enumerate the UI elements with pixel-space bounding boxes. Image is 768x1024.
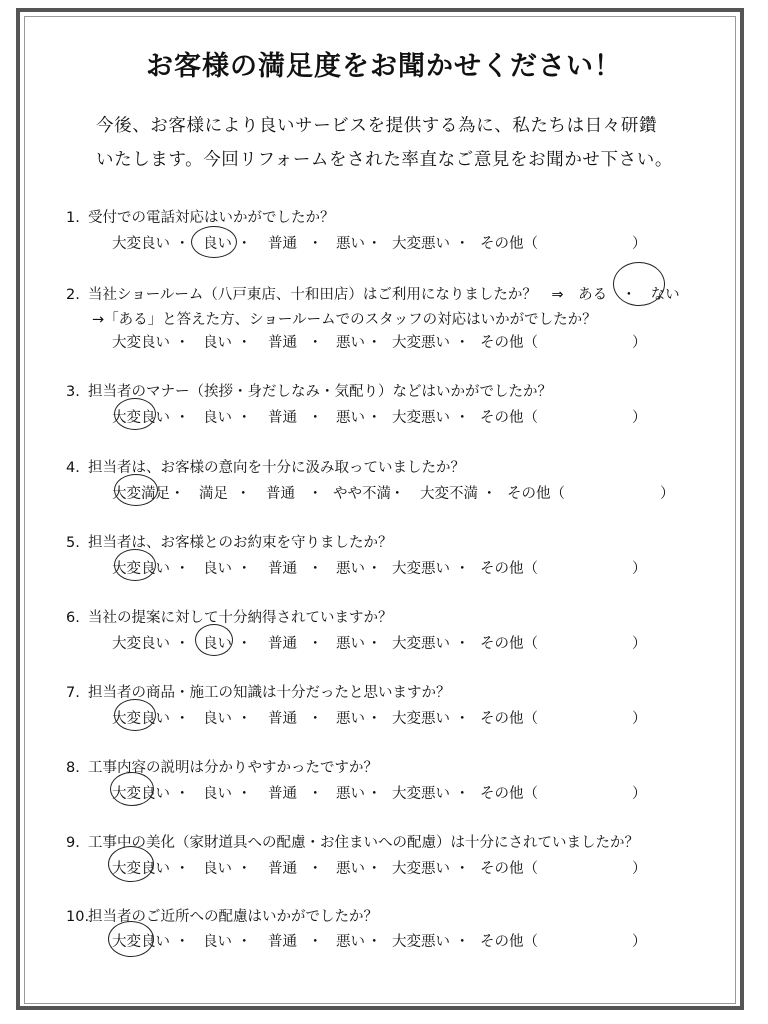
option-separator: ・ xyxy=(367,711,382,727)
question-text: 工事内容の説明は分かりやすかったですか？ xyxy=(88,760,378,776)
answer-option[interactable]: やや不満 xyxy=(333,486,391,502)
answer-option[interactable]: 大変悪い xyxy=(392,561,450,577)
option-separator: ・ xyxy=(175,410,190,426)
option-separator: ・ xyxy=(367,636,382,652)
answer-option[interactable]: 大変良い xyxy=(112,786,170,802)
option-separator: ・ xyxy=(308,711,323,727)
answer-option[interactable]: 普通 xyxy=(266,486,295,502)
question-number: 6. xyxy=(66,610,80,626)
option-separator: ・ xyxy=(455,236,470,252)
answer-option[interactable]: ） xyxy=(632,236,647,252)
question-text: 工事中の美化（家財道具への配慮・お住まいへの配慮）は十分にされていましたか？ xyxy=(88,835,639,851)
option-separator: ・ xyxy=(175,934,190,950)
answer-option[interactable]: その他（ xyxy=(480,561,538,577)
option-separator: ・ xyxy=(308,934,323,950)
question-text: 当社ショールーム（八戸東店、十和田店）はご利用になりましたか？ ⇒ ある ・ ない xyxy=(88,287,680,303)
question-number: 3. xyxy=(66,384,80,400)
option-separator: ・ xyxy=(367,934,382,950)
option-separator: ・ xyxy=(367,561,382,577)
option-separator: ・ xyxy=(308,861,323,877)
question-7 xyxy=(66,681,451,702)
option-separator: ・ xyxy=(367,236,382,252)
answer-option[interactable]: 大変悪い xyxy=(392,636,450,652)
option-separator: ・ xyxy=(237,410,252,426)
question-text: 受付での電話対応はいかがでしたか？ xyxy=(88,210,335,226)
option-separator: ・ xyxy=(308,335,323,351)
answer-option[interactable]: その他（ xyxy=(480,786,538,802)
answer-option[interactable]: 良い xyxy=(203,934,232,950)
question-number: 2. xyxy=(66,287,80,303)
answer-option[interactable]: 大変悪い xyxy=(392,861,450,877)
answer-option[interactable]: その他（ xyxy=(480,934,538,950)
question-5 xyxy=(66,531,393,552)
question-number: 4. xyxy=(66,460,80,476)
question-4 xyxy=(66,456,465,477)
option-separator: ・ xyxy=(367,786,382,802)
answer-option[interactable]: 良い xyxy=(203,636,232,652)
answer-option[interactable]: 普通 xyxy=(268,636,297,652)
option-separator: ・ xyxy=(455,636,470,652)
answer-option[interactable]: 大変良い xyxy=(112,236,170,252)
question-number: 9. xyxy=(66,835,80,851)
answer-option[interactable]: ） xyxy=(632,861,647,877)
option-separator: ・ xyxy=(390,486,405,502)
question-text: 担当者のご近所への配慮はいかがでしたか？ xyxy=(88,909,378,925)
option-separator: ・ xyxy=(236,486,251,502)
answer-option[interactable]: 大変悪い xyxy=(392,786,450,802)
option-separator: ・ xyxy=(175,786,190,802)
answer-option[interactable]: その他（ xyxy=(480,636,538,652)
option-separator: ・ xyxy=(367,410,382,426)
answer-option[interactable]: 大変悪い xyxy=(392,711,450,727)
answer-option[interactable]: ） xyxy=(632,335,647,351)
option-separator: ・ xyxy=(455,861,470,877)
option-separator: ・ xyxy=(175,335,190,351)
answer-option[interactable]: 悪い xyxy=(336,236,365,252)
option-separator: ・ xyxy=(175,861,190,877)
option-separator: ・ xyxy=(455,410,470,426)
option-separator: ・ xyxy=(455,711,470,727)
answer-option[interactable]: その他（ xyxy=(507,486,565,502)
answer-option[interactable]: 普通 xyxy=(268,934,297,950)
answer-option[interactable]: 悪い xyxy=(336,636,365,652)
option-separator: ・ xyxy=(237,636,252,652)
answer-option[interactable]: 普通 xyxy=(268,335,297,351)
question-3 xyxy=(66,380,552,401)
option-separator: ・ xyxy=(308,410,323,426)
answer-option[interactable]: 大変良い xyxy=(112,861,170,877)
answer-option[interactable]: 良い xyxy=(203,561,232,577)
answer-option[interactable]: ） xyxy=(632,786,647,802)
question-number: 5. xyxy=(66,535,80,551)
answer-option[interactable]: 普通 xyxy=(268,236,297,252)
question-9 xyxy=(66,831,639,852)
question-1 xyxy=(66,206,335,227)
answer-option[interactable]: 大変悪い xyxy=(392,236,450,252)
option-separator: ・ xyxy=(455,335,470,351)
answer-option[interactable]: 悪い xyxy=(336,786,365,802)
answer-option[interactable]: ） xyxy=(660,486,675,502)
answer-option[interactable]: 悪い xyxy=(336,711,365,727)
answer-option[interactable]: 普通 xyxy=(268,410,297,426)
question-text: 担当者は、お客様とのお約束を守りましたか？ xyxy=(88,535,393,551)
question-text: 担当者は、お客様の意向を十分に汲み取っていましたか？ xyxy=(88,460,465,476)
answer-option[interactable]: 大変満足 xyxy=(112,486,170,502)
question-6 xyxy=(66,606,393,627)
answer-option[interactable]: 大変悪い xyxy=(392,410,450,426)
answer-option[interactable]: 悪い xyxy=(336,561,365,577)
option-separator: ・ xyxy=(237,861,252,877)
question-text: 担当者の商品・施工の知識は十分だったと思いますか？ xyxy=(88,685,451,701)
option-separator: ・ xyxy=(237,711,252,727)
answer-option[interactable]: その他（ xyxy=(480,410,538,426)
answer-option[interactable]: 大変良い xyxy=(112,934,170,950)
question-number: 8. xyxy=(66,760,80,776)
answer-option[interactable]: 大変良い xyxy=(112,711,170,727)
question-number: 7. xyxy=(66,685,80,701)
option-separator: ・ xyxy=(237,335,252,351)
option-separator: ・ xyxy=(237,934,252,950)
answer-option[interactable]: 大変良い xyxy=(112,335,170,351)
answer-option[interactable]: その他（ xyxy=(480,236,538,252)
answer-option[interactable]: 普通 xyxy=(268,711,297,727)
answer-option[interactable]: ） xyxy=(632,711,647,727)
answer-option[interactable]: 大変良い xyxy=(112,410,170,426)
answer-option[interactable]: その他（ xyxy=(480,335,538,351)
answer-option[interactable]: 悪い xyxy=(336,934,365,950)
answer-option[interactable]: 大変不満 xyxy=(420,486,478,502)
option-separator: ・ xyxy=(455,934,470,950)
answer-option[interactable]: 良い xyxy=(203,335,232,351)
answer-option[interactable]: ） xyxy=(632,934,647,950)
answer-option[interactable]: 良い xyxy=(203,861,232,877)
intro-line-1: 今後、お客様により良いサービスを提供する為に、私たちは日々研鑽 xyxy=(96,116,658,136)
option-separator: ・ xyxy=(175,711,190,727)
option-separator: ・ xyxy=(367,335,382,351)
option-separator: ・ xyxy=(367,861,382,877)
answer-option[interactable]: 悪い xyxy=(336,335,365,351)
answer-option[interactable]: 良い xyxy=(203,410,232,426)
option-separator: ・ xyxy=(237,786,252,802)
answer-option[interactable]: 大変良い xyxy=(112,636,170,652)
option-separator: ・ xyxy=(175,636,190,652)
answer-option[interactable]: 悪い xyxy=(336,410,365,426)
option-separator: ・ xyxy=(482,486,497,502)
option-separator: ・ xyxy=(308,236,323,252)
option-separator: ・ xyxy=(237,236,252,252)
option-separator: ・ xyxy=(308,561,323,577)
intro-line-2: いたします。今回リフォームをされた率直なご意見をお聞かせ下さい。 xyxy=(96,150,673,170)
answer-option[interactable]: 普通 xyxy=(268,861,297,877)
answer-option[interactable]: 普通 xyxy=(268,561,297,577)
answer-option[interactable]: ） xyxy=(632,636,647,652)
option-separator: ・ xyxy=(455,786,470,802)
question-8 xyxy=(66,756,378,777)
answer-option[interactable]: 良い xyxy=(203,786,232,802)
answer-option[interactable]: 悪い xyxy=(336,861,365,877)
question-sub-text: →「ある」と答えた方、ショールームでのスタッフの対応はいかがでしたか？ xyxy=(92,312,597,328)
option-separator: ・ xyxy=(175,561,190,577)
answer-option[interactable]: ） xyxy=(632,410,647,426)
answer-option[interactable]: 満足 xyxy=(199,486,228,502)
answer-option[interactable]: 良い xyxy=(203,711,232,727)
option-separator: ・ xyxy=(175,236,190,252)
answer-option[interactable]: 大変良い xyxy=(112,561,170,577)
answer-option[interactable]: 良い xyxy=(203,236,232,252)
question-number: 1. xyxy=(66,210,80,226)
option-separator: ・ xyxy=(308,486,323,502)
option-separator: ・ xyxy=(308,636,323,652)
option-separator: ・ xyxy=(308,786,323,802)
question-10 xyxy=(66,905,378,926)
question-text: 当社の提案に対して十分納得されていますか？ xyxy=(88,610,393,626)
option-separator: ・ xyxy=(237,561,252,577)
option-separator: ・ xyxy=(170,486,185,502)
question-text: 担当者のマナー（挨拶・身だしなみ・気配り）などはいかがでしたか？ xyxy=(88,384,552,400)
answer-option[interactable]: 普通 xyxy=(268,786,297,802)
answer-option[interactable]: ） xyxy=(632,561,647,577)
page-title: お客様の満足度をお聞かせください！ xyxy=(146,51,622,82)
answer-option[interactable]: その他（ xyxy=(480,711,538,727)
option-separator: ・ xyxy=(455,561,470,577)
answer-option[interactable]: その他（ xyxy=(480,861,538,877)
answer-option[interactable]: 大変悪い xyxy=(392,335,450,351)
question-2 xyxy=(66,283,680,304)
question-number: 10. xyxy=(66,909,90,925)
answer-option[interactable]: 大変悪い xyxy=(392,934,450,950)
